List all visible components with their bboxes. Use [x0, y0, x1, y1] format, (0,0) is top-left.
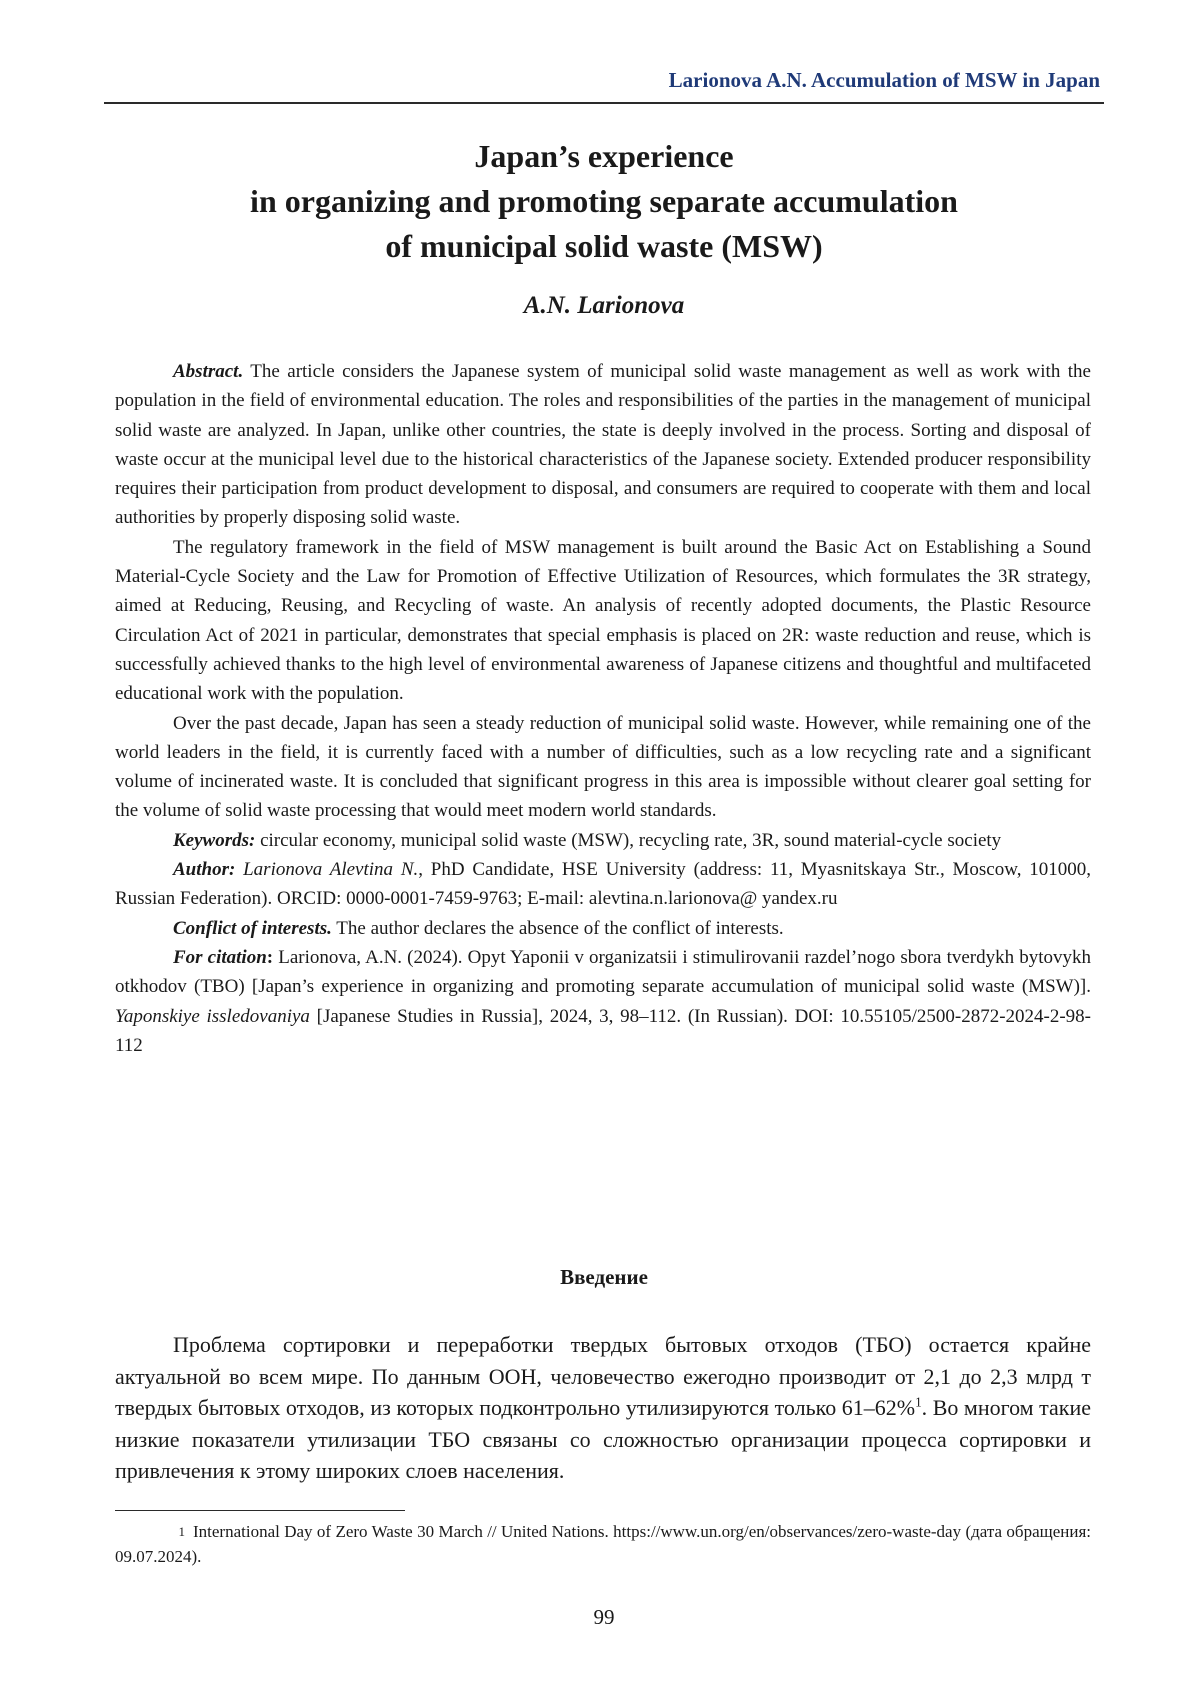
conflict-of-interests [115, 914, 1091, 943]
author-info-text: , PhD Candidate, HSE University (address: 11, Myasnitskaya Str., Moscow, 101000, Russian Federation). ORCID: 0000-0001-7459-9763; E-mail: alevtina.n.larionova@ yandex.ru [115, 859, 1092, 910]
body-paragraph [115, 1329, 1091, 1487]
title-line: in organizing and promoting separate accumulation [250, 183, 958, 219]
citation-colon: : [266, 946, 274, 968]
abstract-label: Abstract. [173, 361, 244, 382]
intro-section [115, 1329, 1091, 1487]
conflict-label: Conflict of interests. [173, 917, 332, 939]
citation-text: Larionova, A.N. (2024). Opyt Yaponii v organizatsii i stimulirovanii razdel’nogo sbora tverdykh bytovykh otkhodov (TBO) [Japan’s experience in organizing and promoting separate accumulation of municipal solid waste (MSW)]. [115, 946, 1091, 998]
section-heading: Введение [560, 1265, 648, 1289]
citation-journal: Yaponskiye issledovaniya [115, 1005, 310, 1027]
body-text: . Во многом такие низкие показатели утилизации ТБО связаны со сложностью организации процесса сортировки и привлечения к этому широких слоев населения. [115, 1395, 1091, 1483]
author-full-name: Larionova Alevtina N. [243, 859, 419, 881]
footnote-text: International Day of Zero Waste 30 March // United Nations. https://www.un.org/en/observances/zero-waste-day (дата обращения: 09.07.2024). [115, 1522, 1091, 1566]
page-number: 99 [593, 1605, 615, 1629]
footnote-mark: 1 [178, 1524, 185, 1539]
footnote-rule [115, 1510, 405, 1511]
article-title [104, 134, 1104, 269]
abstract-paragraph: Over the past decade, Japan has seen a steady reduction of municipal solid waste. However, while remaining one of the world leaders in the field, it is currently faced with a number of difficulties, such as a low recycling rate and a significant volume of incinerated waste. It is concluded that significant progress in this area is impossible without clearer goal setting for the volume of solid waste processing that would meet modern world standards. [115, 712, 1091, 822]
title-line: of municipal solid waste (MSW) [385, 228, 823, 264]
author-info-label: Author: [173, 859, 236, 881]
citation-label: For citation [173, 946, 267, 968]
keywords-text: circular economy, municipal solid waste (MSW), recycling rate, 3R, sound material-cycle society [260, 829, 1002, 851]
keywords-label: Keywords: [173, 829, 256, 851]
body-text: Проблема сортировки и переработки твердых бытовых отходов (ТБО) остается крайне актуальной во всем мире. По данным ООН, человечество ежегодно производит от 2,1 до 2,3 млрд т твердых бытовых отходов, из которых подконтрольно утилизируются только 61–62% [115, 1332, 1091, 1420]
citation [115, 943, 1091, 1060]
abstract-text: The article considers the Japanese system of municipal solid waste management as well as work with the population in the field of environmental education. The roles and responsibilities of the parties in the management of municipal solid waste are analyzed. In Japan, unlike other countries, the state is deeply involved in the process. Sorting and disposal of waste occur at the municipal level due to the historical characteristics of the Japanese society. Extended producer responsibility requires their participation from product development to disposal, and consumers are required to cooperate with them and local authorities by properly disposing solid waste. [115, 361, 1091, 529]
footnote-reference[interactable]: 1 [915, 1394, 922, 1410]
header-rule [104, 102, 1104, 104]
footnote [115, 1519, 1091, 1569]
conflict-text: The author declares the absence of the conflict of interests. [336, 917, 784, 939]
abstract-block [115, 357, 1091, 1060]
abstract-paragraph [115, 357, 1091, 533]
title-line: Japan’s experience [474, 138, 734, 174]
keywords [115, 826, 1091, 855]
author-name: A.N. Larionova [523, 292, 685, 319]
abstract-paragraph: The regulatory framework in the field of MSW management is built around the Basic Act on Establishing a Sound Material-Cycle Society and the Law for Promotion of Effective Utilization of Resources, which formulates the 3R strategy, aimed at Reducing, Reusing, and Recycling of waste. An analysis of recently adopted documents, the Plastic Resource Circulation Act of 2021 in particular, demonstrates that special emphasis is placed on 2R: waste reduction and reuse, which is successfully achieved thanks to the high level of environmental awareness of Japanese citizens and thoughtful and multifaceted educational work with the population. [115, 536, 1091, 705]
citation-text-after: [Japanese Studies in Russia], 2024, 3, 98–112. (In Russian). DOI: 10.55105/2500-2872-2024-2-98-112 [115, 1005, 1092, 1056]
author-info [115, 855, 1091, 914]
running-head: Larionova A.N. Accumulation of MSW in Japan [668, 68, 1100, 92]
